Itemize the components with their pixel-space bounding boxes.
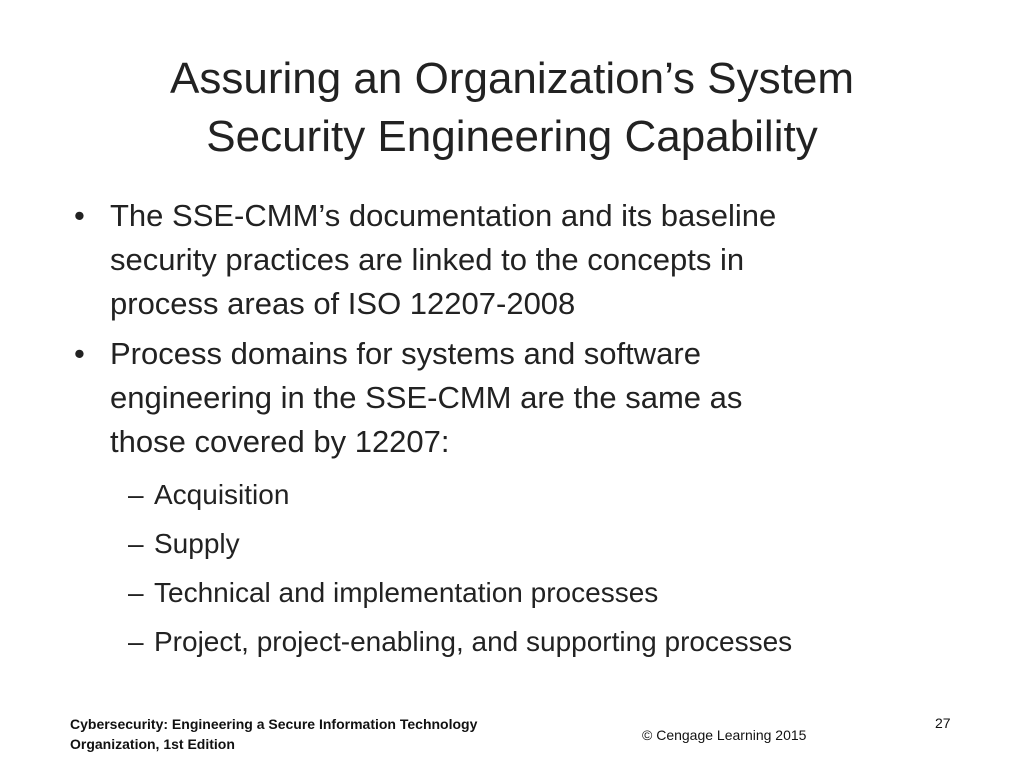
sub-bullet-marker: –	[128, 479, 144, 510]
sub-bullet-text: Project, project-enabling, and supporting processes	[154, 626, 793, 657]
bullet-text-line: process areas of ISO 12207-2008	[110, 286, 576, 321]
bullet-marker: •	[74, 198, 85, 233]
page-number: 27	[935, 715, 951, 731]
footer-book-title-line-1: Cybersecurity: Engineering a Secure Information Technology	[70, 716, 478, 732]
bullet-item	[70, 332, 970, 464]
sub-bullet-marker: –	[128, 528, 144, 559]
sub-bullet-text: Supply	[154, 528, 240, 559]
bullet-item	[70, 194, 970, 326]
bullet-marker: •	[74, 336, 85, 371]
sub-bullet-item	[70, 470, 970, 519]
sub-bullet-marker: –	[128, 577, 144, 608]
bullet-text-line: security practices are linked to the concepts in	[110, 242, 745, 277]
slide-title-line-1: Assuring an Organization’s System	[170, 54, 854, 103]
bullet-text-line: Process domains for systems and software	[110, 336, 701, 371]
sub-bullet-marker: –	[128, 626, 144, 657]
bullet-text-line: those covered by 12207:	[110, 424, 450, 459]
slide-title-line-2: Security Engineering Capability	[206, 112, 818, 161]
sub-bullet-item	[70, 568, 970, 617]
slide-body	[70, 194, 970, 666]
sub-bullet-item	[70, 519, 970, 568]
sub-bullet-text: Technical and implementation processes	[154, 577, 659, 608]
bullet-text-line: The SSE-CMM’s documentation and its baseline	[110, 198, 777, 233]
sub-bullet-item	[70, 617, 970, 666]
bullet-text-line: engineering in the SSE-CMM are the same as	[110, 380, 743, 415]
footer-copyright: © Cengage Learning 2015	[642, 727, 807, 743]
footer-book-title-line-2: Organization, 1st Edition	[70, 736, 235, 752]
slide-title	[60, 50, 964, 166]
sub-bullet-text: Acquisition	[154, 479, 290, 510]
footer-book-title	[70, 714, 477, 754]
